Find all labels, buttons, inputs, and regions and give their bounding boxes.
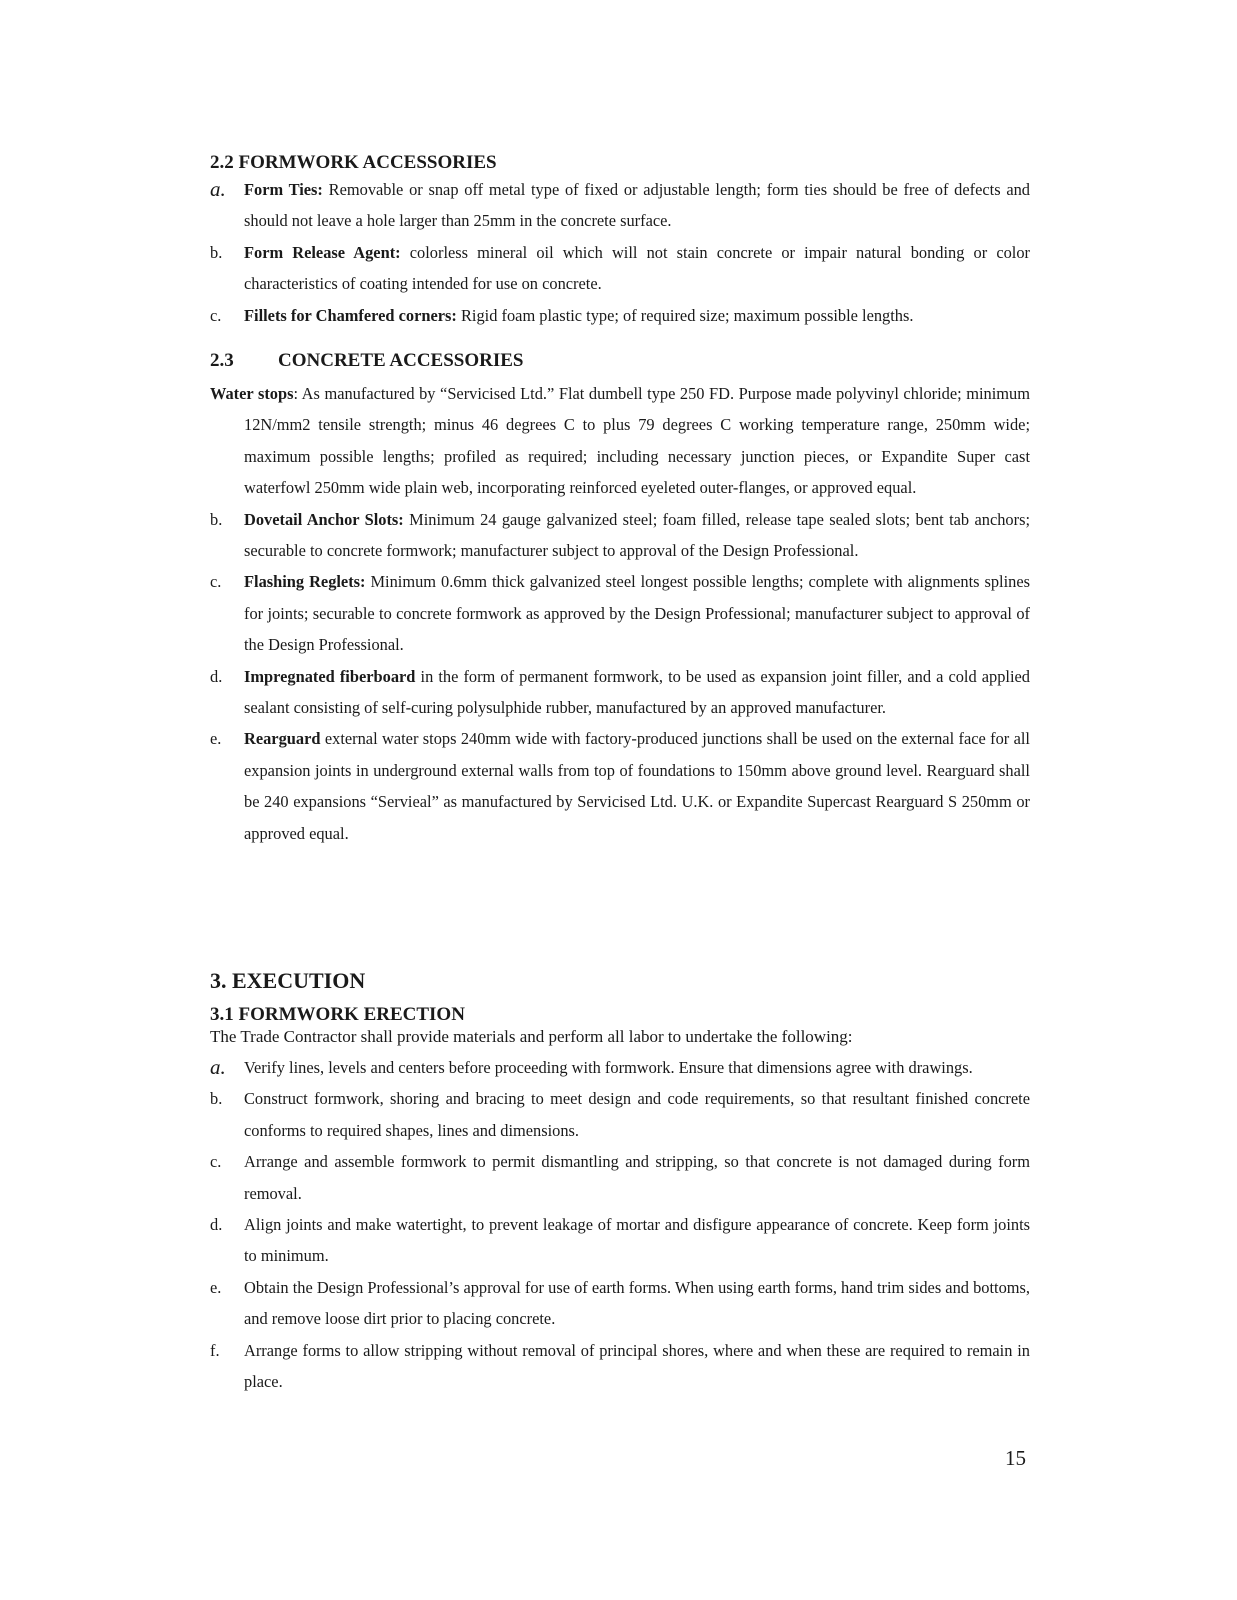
list-marker: c. [210,572,222,592]
section-2-2 [210,152,1030,331]
list-marker: b. [210,1089,223,1109]
item-label: Form Ties: [244,180,323,199]
list-item [210,661,1030,724]
item-label: Fillets for Chamfered corners: [244,305,457,325]
item-label: Water stops [210,384,294,403]
subsection-heading: 3.1 FORMWORK ERECTION [210,1004,465,1025]
item-text: Minimum 0.6mm thick galvanized steel longest possible lengths; complete with alignments splines for joints; securable to concrete formwork as approved by the Design Professional; manufacturer subject to approval of the Design Professional. [244,572,1030,655]
list-marker: d. [210,1215,223,1235]
item-text: Align joints and make watertight, to prevent leakage of mortar and disfigure appearance of concrete. Keep form joints to minimum. [244,1215,1030,1266]
list-marker: a. [210,1055,226,1079]
list-item [210,237,1030,300]
item-text: in the form of permanent formwork, to be used as expansion joint filler, and a cold applied sealant consisting of self-curing polysulphide rubber, manufactured by an approved manufacturer. [244,666,1031,718]
list-item [210,1272,1030,1335]
section-heading: 3. EXECUTION [210,968,366,993]
page-number: 15 [1005,1446,1026,1470]
list-item [210,1209,1030,1272]
water-stops-paragraph [210,378,1030,504]
list-marker: e. [210,1277,222,1297]
item-text: external water stops 240mm wide with factory-produced junctions shall be used on the external face for all expansion joints in underground external walls from top of foundations to 150mm above ground level. Rearguard shall be 240 expansions “Servieal” as manufactured by Servicised Ltd. U.K. or Expandite Supercast Rearguard S 250mm or approved equal. [244,729,1030,843]
item-text: Arrange forms to allow stripping without removal of principal shores, where and when these are required to remain in place. [244,1340,1030,1392]
section-3 [210,968,1030,1397]
section-title: CONCRETE ACCESSORIES [278,350,524,371]
list-marker: c. [210,1152,222,1172]
list-marker: c. [210,305,222,325]
item-text: Obtain the Design Professional’s approval for use of earth forms. When using earth forms, hand trim sides and bottoms, and remove loose dirt prior to placing concrete. [244,1277,1030,1329]
item-text: Arrange and assemble formwork to permit dismantling and stripping, so that concrete is not damaged during form removal. [244,1152,1030,1203]
list-item [210,1083,1030,1146]
item-text: Removable or snap off metal type of fixed or adjustable length; form ties should be free of defects and should not leave a hole larger than 25mm in the concrete surface. [244,180,1030,231]
list-marker: a. [210,177,226,201]
section-heading [210,350,1030,372]
list-marker: b. [210,509,223,529]
list-marker: f. [210,1340,220,1360]
item-label: Impregnated fiberboard [244,666,416,686]
intro-paragraph: The Trade Contractor shall provide materials and perform all labor to undertake the following: [210,1027,853,1046]
list-marker: e. [210,729,222,749]
list-item [210,723,1030,849]
section-number: 2.3 [210,350,234,371]
section-2-3 [210,350,1030,849]
item-label: Dovetail Anchor Slots: [244,509,404,529]
section-heading: 2.2 FORMWORK ACCESSORIES [210,152,497,173]
list-marker: b. [210,242,223,262]
item-text: Construct formwork, shoring and bracing to meet design and code requirements, so that resultant finished concrete conforms to required shapes, lines and dimensions. [244,1089,1030,1140]
list-item [210,1335,1030,1398]
list-marker: d. [210,666,223,686]
item-label: Rearguard [244,729,321,749]
list-item [210,174,1030,237]
item-text: : As manufactured by “Servicised Ltd.” Flat dumbell type 250 FD. Purpose made polyvinyl chloride; minimum 12N/mm2 tensile strength; minus 46 degrees C to plus 79 degrees C working temperature range, 250mm wide; maximum possible lengths; profiled as required; including necessary junction pieces, or Expandite Super cast waterfowl 250mm wide plain web, incorporating reinforced eyeleted outer-flanges, or approved equal. [244,384,1030,498]
item-text: Minimum 24 gauge galvanized steel; foam filled, release tape sealed slots; bent tab anchors; securable to concrete formwork; manufacturer subject to approval of the Design Professional. [244,509,1031,561]
list-item [210,1146,1030,1209]
item-text: Rigid foam plastic type; of required size; maximum possible lengths. [460,305,914,325]
list-item [210,300,1030,331]
list-item [210,566,1030,660]
item-label: Flashing Reglets: [244,572,366,592]
item-text: Verify lines, levels and centers before proceeding with formwork. Ensure that dimensions agree with drawings. [244,1058,973,1077]
item-label: Form Release Agent: [244,242,401,262]
list-item [210,1052,1030,1083]
item-text: colorless mineral oil which will not stain concrete or impair natural bonding or color characteristics of coating intended for use on concrete. [244,242,1031,294]
list-item [210,504,1030,567]
